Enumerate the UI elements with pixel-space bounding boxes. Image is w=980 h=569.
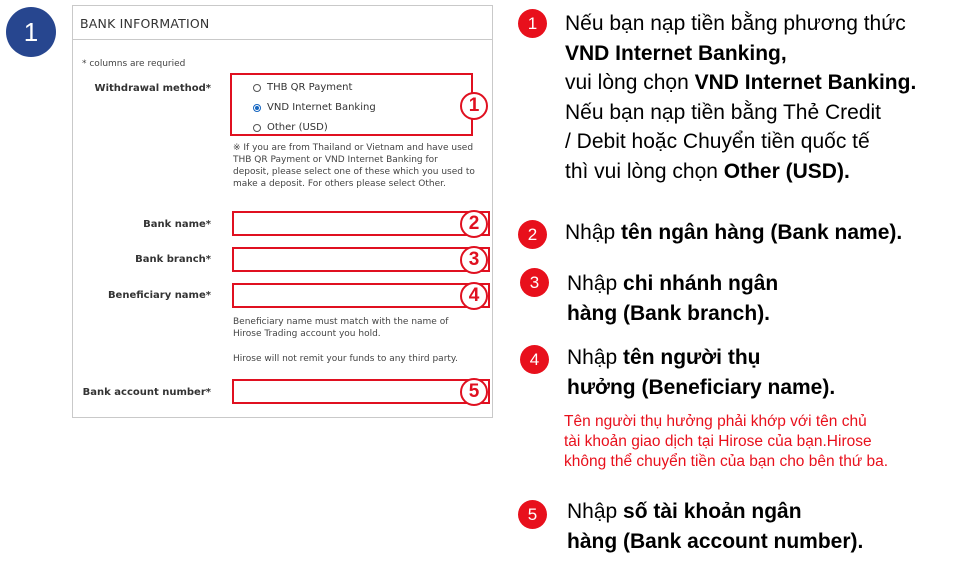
radio-label: Other (USD) (267, 122, 328, 133)
instruction-1-text: Nếu bạn nạp tiền bằng phương thức VND Internet Banking, vui lòng chọn VND Internet Banking. Nếu bạn nạp tiền bằng Thẻ Credit / Debit hoặc Chuyển tiền quốc tế thì vui lòng chọn Other (USD). (565, 12, 917, 183)
instruction-5-text: Nhập số tài khoản ngân hàng (Bank account number). (567, 500, 864, 553)
required-note: * columns are requried (82, 59, 186, 69)
withdrawal-method-note: ※ If you are from Thailand or Vietnam and have used THB QR Payment or VND Internet Banking for deposit, please select one of these which you used to make a deposit. For others please select Other. (233, 143, 475, 189)
radio-unchecked-icon[interactable] (253, 124, 261, 132)
instruction-2-text: Nhập tên ngân hàng (Bank name). (565, 221, 903, 244)
radio-vnd-internet-banking[interactable] (253, 102, 376, 113)
radio-label: VND Internet Banking (267, 102, 376, 113)
instruction-4-badge: 4 (520, 345, 549, 374)
bank-name-input[interactable] (232, 211, 490, 236)
bank-information-form (72, 5, 493, 418)
marker-2: 2 (460, 210, 488, 238)
bank-branch-input[interactable] (232, 247, 490, 272)
instruction-4-note: Tên người thụ hưởng phải khớp với tên chủ tài khoản giao dịch tại Hirose của bạn.Hirose không thể chuyển tiền của bạn cho bên thứ ba. (564, 413, 889, 470)
instruction-4-text: Nhập tên người thụ hưởng (Beneficiary name). (567, 346, 836, 399)
radio-other-usd[interactable] (253, 122, 328, 133)
beneficiary-note: Beneficiary name must match with the name of Hirose Trading account you hold. (233, 317, 449, 339)
bank-name-label: Bank name* (143, 219, 211, 230)
withdrawal-method-label: Withdrawal method* (94, 83, 211, 94)
radio-checked-icon[interactable] (253, 104, 261, 112)
step-number-badge: 1 (6, 7, 56, 57)
bank-branch-label: Bank branch* (135, 254, 211, 265)
instruction-5-badge: 5 (518, 500, 547, 529)
beneficiary-name-label: Beneficiary name* (107, 290, 211, 301)
marker-3: 3 (460, 246, 488, 274)
instruction-2-badge: 2 (518, 220, 547, 249)
form-header: BANK INFORMATION (73, 6, 492, 40)
instruction-3-text: Nhập chi nhánh ngân hàng (Bank branch). (567, 272, 779, 325)
bank-account-number-input[interactable] (232, 379, 490, 404)
beneficiary-name-input[interactable] (232, 283, 490, 308)
remit-note: Hirose will not remit your funds to any third party. (233, 354, 458, 364)
marker-4: 4 (460, 282, 488, 310)
radio-thb-qr[interactable] (253, 82, 352, 93)
marker-5: 5 (460, 378, 488, 406)
radio-unchecked-icon[interactable] (253, 84, 261, 92)
marker-1: 1 (460, 92, 488, 120)
radio-label: THB QR Payment (267, 82, 353, 93)
bank-account-number-label: Bank account number* (82, 387, 211, 398)
instruction-1-badge: 1 (518, 9, 547, 38)
instruction-3-badge: 3 (520, 268, 549, 297)
